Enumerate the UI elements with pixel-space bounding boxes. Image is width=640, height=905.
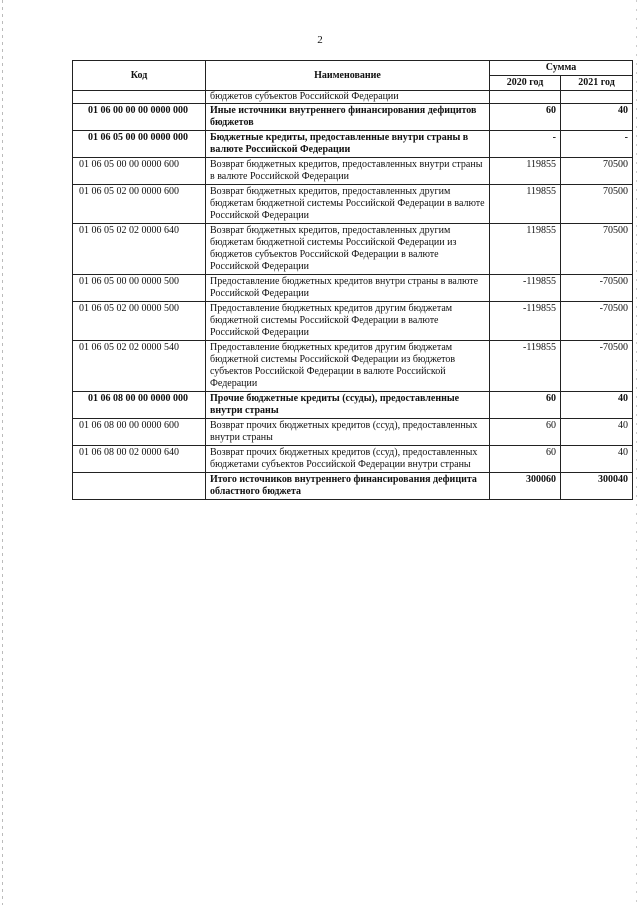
scan-edge-left (2, 0, 3, 905)
table-header (73, 61, 633, 91)
row-name: Предоставление бюджетных кредитов внутри страны в валюте Российской Федерации (206, 275, 490, 302)
row-value-2020: -119855 (490, 275, 561, 302)
row-value-2020: -119855 (490, 302, 561, 341)
row-code: 01 06 05 02 00 0000 600 (73, 185, 206, 224)
row-value-2021: - (561, 131, 633, 158)
page-number: 2 (317, 34, 323, 46)
row-value-2021: 40 (561, 392, 633, 419)
table-row (73, 446, 633, 473)
financing-sources-table (72, 60, 633, 500)
row-code: 01 06 05 00 00 0000 000 (73, 131, 206, 158)
table-row (73, 419, 633, 446)
row-value-2020: 60 (490, 446, 561, 473)
row-value-2020: 119855 (490, 185, 561, 224)
row-code: 01 06 08 00 02 0000 640 (73, 446, 206, 473)
table-row (73, 224, 633, 275)
table-row (73, 131, 633, 158)
row-name: бюджетов субъектов Российской Федерации (206, 91, 490, 104)
row-value-2021: 40 (561, 446, 633, 473)
table-body (73, 91, 633, 500)
row-name: Возврат бюджетных кредитов, предоставленных другим бюджетам бюджетной системы Российской Федерации в валюте Российской Федерации (206, 185, 490, 224)
row-name: Прочие бюджетные кредиты (ссуды), предоставленные внутри страны (206, 392, 490, 419)
row-name: Возврат бюджетных кредитов, предоставленных внутри страны в валюте Российской Федерации (206, 158, 490, 185)
row-value-2020: 119855 (490, 158, 561, 185)
table-row (73, 104, 633, 131)
scan-edge-right (636, 0, 637, 905)
row-value-2021: -70500 (561, 302, 633, 341)
header-year-2021: 2021 год (561, 76, 633, 91)
header-name: Наименование (206, 61, 490, 91)
row-value-2021: 70500 (561, 224, 633, 275)
table-row (73, 91, 633, 104)
row-code: 01 06 05 00 00 0000 500 (73, 275, 206, 302)
row-value-2021: -70500 (561, 341, 633, 392)
row-name: Возврат бюджетных кредитов, предоставленных другим бюджетам бюджетной системы Российской Федерации из бюджетов субъектов Российской Федерации в валюте Российской Федерации (206, 224, 490, 275)
row-code: 01 06 05 00 00 0000 600 (73, 158, 206, 185)
row-value-2020: 300060 (490, 473, 561, 500)
row-code (73, 91, 206, 104)
row-name: Иные источники внутреннего финансирования дефицитов бюджетов (206, 104, 490, 131)
row-value-2021: 40 (561, 419, 633, 446)
row-value-2020: 60 (490, 104, 561, 131)
row-value-2021: 70500 (561, 158, 633, 185)
table-row (73, 158, 633, 185)
row-code: 01 06 08 00 00 0000 000 (73, 392, 206, 419)
table-row (73, 341, 633, 392)
row-value-2020: 119855 (490, 224, 561, 275)
table-row (73, 302, 633, 341)
table-row (73, 392, 633, 419)
row-name: Предоставление бюджетных кредитов другим бюджетам бюджетной системы Российской Федерации из бюджетов субъектов Российской Федерации в валюте Российской Федерации (206, 341, 490, 392)
row-value-2020: 60 (490, 392, 561, 419)
row-code: 01 06 05 02 02 0000 640 (73, 224, 206, 275)
row-value-2021: -70500 (561, 275, 633, 302)
header-year-2020: 2020 год (490, 76, 561, 91)
row-code: 01 06 08 00 00 0000 600 (73, 419, 206, 446)
table-row (73, 185, 633, 224)
row-value-2021: 40 (561, 104, 633, 131)
row-name: Возврат прочих бюджетных кредитов (ссуд), предоставленных бюджетами субъектов Российской Федерации внутри страны (206, 446, 490, 473)
row-value-2020: -119855 (490, 341, 561, 392)
header-sum: Сумма (490, 61, 633, 76)
row-value-2021: 300040 (561, 473, 633, 500)
row-value-2020: - (490, 131, 561, 158)
row-name: Предоставление бюджетных кредитов другим бюджетам бюджетной системы Российской Федерации в валюте Российской Федерации (206, 302, 490, 341)
row-name: Итого источников внутреннего финансирования дефицита областного бюджета (206, 473, 490, 500)
header-code: Код (73, 61, 206, 91)
row-name: Бюджетные кредиты, предоставленные внутри страны в валюте Российской Федерации (206, 131, 490, 158)
table-row (73, 275, 633, 302)
row-value-2020: 60 (490, 419, 561, 446)
row-code: 01 06 00 00 00 0000 000 (73, 104, 206, 131)
row-value-2021: 70500 (561, 185, 633, 224)
table-row (73, 473, 633, 500)
row-name: Возврат прочих бюджетных кредитов (ссуд), предоставленных внутри страны (206, 419, 490, 446)
row-code (73, 473, 206, 500)
row-code: 01 06 05 02 00 0000 500 (73, 302, 206, 341)
row-value-2020 (490, 91, 561, 104)
row-code: 01 06 05 02 02 0000 540 (73, 341, 206, 392)
row-value-2021 (561, 91, 633, 104)
